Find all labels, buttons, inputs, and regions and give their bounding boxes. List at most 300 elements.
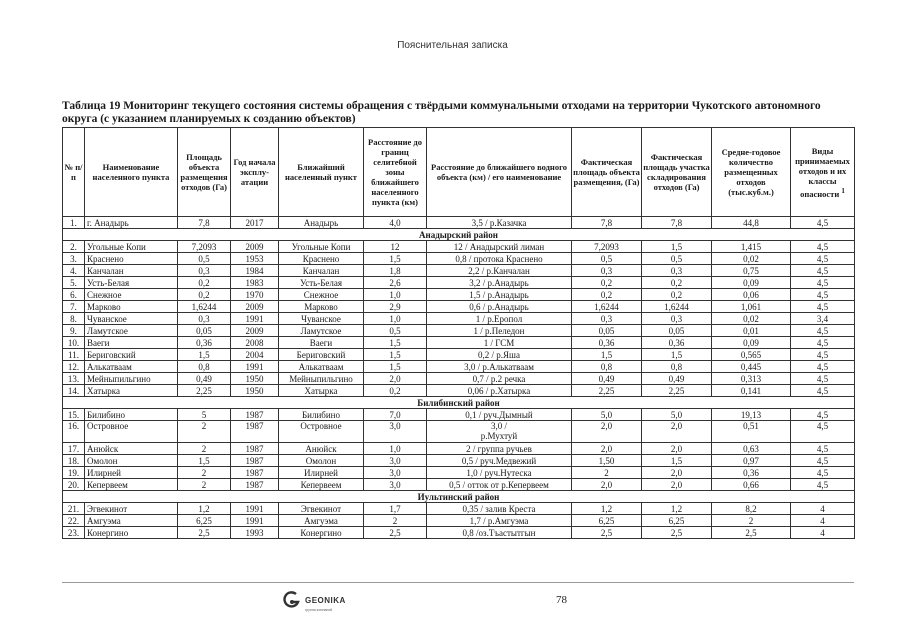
cell-dist-res: 1,0 [364, 289, 427, 301]
cell-year: 1983 [231, 277, 279, 289]
cell-year: 1991 [231, 313, 279, 325]
cell-year: 2009 [231, 241, 279, 253]
cell-volume: 0,75 [712, 265, 791, 277]
cell-num: 16. [63, 421, 85, 443]
cell-area: 1,5 [178, 349, 231, 361]
cell-actual-area: 7,2093 [572, 241, 642, 253]
cell-dist-res: 2,5 [364, 527, 427, 539]
cell-year: 2008 [231, 337, 279, 349]
cell-storage-area: 2,0 [642, 467, 712, 479]
table-row [63, 421, 855, 443]
table-row [63, 265, 855, 277]
cell-dist-water: 0,2 / р.Яша [427, 349, 572, 361]
table-row [63, 385, 855, 397]
cell-nearest: Усть-Белая [279, 277, 364, 289]
cell-dist-water: 1 / р.Пеледон [427, 325, 572, 337]
cell-settlement: Кепервеем [85, 479, 178, 491]
cell-classes: 4,5 [791, 467, 855, 479]
cell-dist-res: 3,0 [364, 479, 427, 491]
cell-classes: 3,4 [791, 313, 855, 325]
table-row [63, 337, 855, 349]
cell-dist-water: 0,5 / руч.Медвежий [427, 455, 572, 467]
cell-area: 2 [178, 443, 231, 455]
cell-actual-area: 2,25 [572, 385, 642, 397]
col-header-num: № п/п [63, 128, 85, 217]
cell-dist-water: 2,2 / р.Канчалан [427, 265, 572, 277]
cell-year: 1987 [231, 479, 279, 491]
cell-dist-res: 3,0 [364, 455, 427, 467]
cell-year: 1993 [231, 527, 279, 539]
table-row [63, 217, 855, 229]
cell-actual-area: 2,0 [572, 479, 642, 491]
cell-dist-water: 0,7 / р.2 речка [427, 373, 572, 385]
cell-dist-water: 0,6 / р.Анадырь [427, 301, 572, 313]
cell-dist-res: 4,0 [364, 217, 427, 229]
cell-year: 1991 [231, 515, 279, 527]
table-row [63, 455, 855, 467]
cell-nearest: Конергино [279, 527, 364, 539]
cell-num: 23. [63, 527, 85, 539]
cell-actual-area: 1,2 [572, 503, 642, 515]
cell-num: 20. [63, 479, 85, 491]
cell-num: 8. [63, 313, 85, 325]
cell-year: 1991 [231, 503, 279, 515]
table-row [63, 527, 855, 539]
cell-area: 5 [178, 409, 231, 421]
table-row [63, 313, 855, 325]
cell-volume: 2,5 [712, 527, 791, 539]
cell-area: 0,2 [178, 289, 231, 301]
table-row [63, 479, 855, 491]
cell-storage-area: 5,0 [642, 409, 712, 421]
region-anadyr [63, 229, 855, 241]
cell-storage-area: 0,2 [642, 277, 712, 289]
cell-year: 1950 [231, 373, 279, 385]
table-row [63, 289, 855, 301]
cell-classes: 4,5 [791, 409, 855, 421]
cell-dist-res: 1,7 [364, 503, 427, 515]
cell-volume: 0,565 [712, 349, 791, 361]
cell-volume: 19,13 [712, 409, 791, 421]
cell-storage-area: 1,5 [642, 455, 712, 467]
cell-classes: 4,5 [791, 277, 855, 289]
geonika-logo-icon [283, 591, 301, 611]
cell-dist-water: 0,06 / р.Хатырка [427, 385, 572, 397]
cell-storage-area: 0,36 [642, 337, 712, 349]
cell-year: 1987 [231, 467, 279, 479]
cell-nearest: Угольные Копи [279, 241, 364, 253]
cell-actual-area: 0,8 [572, 361, 642, 373]
cell-storage-area: 2,0 [642, 421, 712, 443]
cell-actual-area: 1,5 [572, 349, 642, 361]
cell-actual-area: 2,5 [572, 527, 642, 539]
cell-settlement: г. Анадырь [85, 217, 178, 229]
region-heading: Билибинский район [63, 397, 855, 409]
table-row [63, 443, 855, 455]
cell-dist-water: 1 / ГСМ [427, 337, 572, 349]
cell-settlement: Островное [85, 421, 178, 443]
cell-storage-area: 7,8 [642, 217, 712, 229]
cell-area: 2,5 [178, 527, 231, 539]
cell-dist-water: 1,0 / руч.Нутеска [427, 467, 572, 479]
cell-volume: 0,01 [712, 325, 791, 337]
cell-storage-area: 0,3 [642, 265, 712, 277]
region-heading: Анадырский район [63, 229, 855, 241]
cell-settlement: Мейныпильгино [85, 373, 178, 385]
cell-dist-water: 0,35 / залив Креста [427, 503, 572, 515]
cell-storage-area: 0,49 [642, 373, 712, 385]
cell-volume: 0,36 [712, 467, 791, 479]
col-header-distance-water: Расстояние до ближайшего водного объекта (км) / его наименование [427, 128, 572, 217]
cell-dist-res: 7,0 [364, 409, 427, 421]
cell-classes: 4,5 [791, 479, 855, 491]
cell-storage-area: 0,5 [642, 253, 712, 265]
cell-nearest: Чуванское [279, 313, 364, 325]
table-row [63, 349, 855, 361]
cell-classes: 4,5 [791, 217, 855, 229]
cell-nearest: Хатырка [279, 385, 364, 397]
cell-actual-area: 0,36 [572, 337, 642, 349]
cell-num: 12. [63, 361, 85, 373]
table-row [63, 409, 855, 421]
cell-settlement: Эгвекинот [85, 503, 178, 515]
cell-volume: 0,09 [712, 337, 791, 349]
cell-volume: 0,313 [712, 373, 791, 385]
cell-classes: 4,5 [791, 289, 855, 301]
cell-storage-area: 6,25 [642, 515, 712, 527]
cell-settlement: Краснено [85, 253, 178, 265]
cell-num: 19. [63, 467, 85, 479]
cell-actual-area: 0,2 [572, 289, 642, 301]
cell-num: 17. [63, 443, 85, 455]
cell-num: 14. [63, 385, 85, 397]
cell-area: 0,3 [178, 265, 231, 277]
cell-year: 1950 [231, 385, 279, 397]
cell-year: 1987 [231, 421, 279, 443]
footnote-mark: 1 [841, 186, 845, 195]
cell-area: 0,05 [178, 325, 231, 337]
cell-nearest: Алькатваам [279, 361, 364, 373]
cell-area: 6,25 [178, 515, 231, 527]
col-header-year: Год начала эксплу-атации [231, 128, 279, 217]
cell-dist-res: 1,5 [364, 337, 427, 349]
cell-classes: 4,5 [791, 443, 855, 455]
cell-classes: 4,5 [791, 265, 855, 277]
cell-classes: 4,5 [791, 361, 855, 373]
cell-num: 18. [63, 455, 85, 467]
cell-year: 1953 [231, 253, 279, 265]
table-row [63, 361, 855, 373]
cell-storage-area: 2,0 [642, 443, 712, 455]
cell-dist-res: 1,0 [364, 313, 427, 325]
cell-nearest: Илирней [279, 467, 364, 479]
cell-num: 11. [63, 349, 85, 361]
cell-nearest: Омолон [279, 455, 364, 467]
cell-classes: 4,5 [791, 349, 855, 361]
cell-num: 13. [63, 373, 85, 385]
cell-year: 1987 [231, 443, 279, 455]
cell-storage-area: 1,2 [642, 503, 712, 515]
cell-settlement: Бериговский [85, 349, 178, 361]
cell-storage-area: 1,5 [642, 349, 712, 361]
cell-actual-area: 2 [572, 467, 642, 479]
cell-nearest: Ваеги [279, 337, 364, 349]
cell-volume: 0,02 [712, 253, 791, 265]
cell-dist-res: 1,8 [364, 265, 427, 277]
cell-num: 15. [63, 409, 85, 421]
cell-settlement: Снежное [85, 289, 178, 301]
cell-volume: 1,061 [712, 301, 791, 313]
cell-classes: 4,5 [791, 421, 855, 443]
cell-dist-water: 12 / Анадырский лиман [427, 241, 572, 253]
cell-year: 2004 [231, 349, 279, 361]
cell-volume: 0,445 [712, 361, 791, 373]
cell-area: 0,2 [178, 277, 231, 289]
cell-nearest: Марково [279, 301, 364, 313]
cell-year: 2017 [231, 217, 279, 229]
cell-dist-res: 3,0 [364, 467, 427, 479]
cell-volume: 8,2 [712, 503, 791, 515]
table-row [63, 325, 855, 337]
cell-classes: 4 [791, 515, 855, 527]
table-row [63, 467, 855, 479]
rows-bilibino [63, 443, 855, 491]
cell-dist-res: 3,0 [364, 421, 427, 443]
cell-storage-area: 1,5 [642, 241, 712, 253]
cell-nearest: Островное [279, 421, 364, 443]
cell-nearest: Краснено [279, 253, 364, 265]
cell-area: 0,3 [178, 313, 231, 325]
footer-divider [62, 582, 854, 583]
cell-classes: 4,5 [791, 325, 855, 337]
cell-storage-area: 0,8 [642, 361, 712, 373]
col-header-settlement: Наименование населенного пункта [85, 128, 178, 217]
cell-settlement: Алькатваам [85, 361, 178, 373]
cell-dist-res: 2 [364, 515, 427, 527]
cell-settlement: Амгуэма [85, 515, 178, 527]
table-row [63, 241, 855, 253]
cell-classes: 4 [791, 503, 855, 515]
cell-num: 6. [63, 289, 85, 301]
cell-year: 1970 [231, 289, 279, 301]
cell-nearest: Кепервеем [279, 479, 364, 491]
cell-settlement: Конергино [85, 527, 178, 539]
cell-actual-area: 0,2 [572, 277, 642, 289]
cell-area: 1,6244 [178, 301, 231, 313]
cell-settlement: Анюйск [85, 443, 178, 455]
table-caption: Таблица 19 Мониторинг текущего состояния системы обращения с твёрдыми коммунальными отходами на территории Чукотского автономного округа (с указанием планируемых к созданию объектов) [62, 100, 821, 125]
cell-actual-area: 0,3 [572, 313, 642, 325]
cell-settlement: Канчалан [85, 265, 178, 277]
table-row [63, 503, 855, 515]
rows-iultin [63, 503, 855, 539]
cell-settlement: Хатырка [85, 385, 178, 397]
cell-num: 21. [63, 503, 85, 515]
cell-storage-area: 2,0 [642, 479, 712, 491]
cell-year: 2009 [231, 301, 279, 313]
logo-text: GEONIKA [305, 596, 346, 605]
cell-year: 2009 [231, 325, 279, 337]
table-row [63, 515, 855, 527]
monitoring-table [62, 127, 855, 539]
cell-dist-res: 0,2 [364, 385, 427, 397]
cell-settlement: Ламутское [85, 325, 178, 337]
col-header-area: Площадь объекта размещения отходов (Га) [178, 128, 231, 217]
cell-volume: 44,8 [712, 217, 791, 229]
page-header: Пояснительная записка [397, 40, 508, 51]
cell-dist-water: 0,1 / руч.Дымный [427, 409, 572, 421]
cell-nearest: Канчалан [279, 265, 364, 277]
cell-area: 1,2 [178, 503, 231, 515]
table-row [63, 301, 855, 313]
cell-dist-water: 1,7 / р.Амгуэма [427, 515, 572, 527]
cell-year: 1984 [231, 265, 279, 277]
cell-volume: 0,66 [712, 479, 791, 491]
page-number: 78 [556, 594, 567, 606]
cell-dist-water: 0,8 /оз.Тъастытгын [427, 527, 572, 539]
cell-dist-res: 2,9 [364, 301, 427, 313]
table-row [63, 277, 855, 289]
cell-actual-area: 0,05 [572, 325, 642, 337]
cell-dist-water: 1,5 / р.Анадырь [427, 289, 572, 301]
cell-num: 1. [63, 217, 85, 229]
cell-volume: 2 [712, 515, 791, 527]
region-bilibino [63, 397, 855, 443]
cell-area: 2,25 [178, 385, 231, 397]
col-header-nearest-settlement: Ближайший населенный пункт [279, 128, 364, 217]
rows-top [63, 217, 855, 229]
cell-nearest: Мейныпильгино [279, 373, 364, 385]
cell-settlement: Усть-Белая [85, 277, 178, 289]
cell-area: 0,5 [178, 253, 231, 265]
cell-area: 2 [178, 479, 231, 491]
cell-storage-area: 2,5 [642, 527, 712, 539]
col-header-annual-volume: Средне-годовое количество размещенных отходов (тыс.куб.м.) [712, 128, 791, 217]
cell-volume: 0,141 [712, 385, 791, 397]
cell-nearest: Анюйск [279, 443, 364, 455]
cell-dist-res: 1,0 [364, 443, 427, 455]
cell-dist-water: 2 / группа ручьев [427, 443, 572, 455]
cell-dist-res: 0,5 [364, 325, 427, 337]
cell-classes: 4,5 [791, 455, 855, 467]
cell-settlement: Билибино [85, 409, 178, 421]
logo-subtext: группа компаний [305, 608, 333, 612]
cell-classes: 4,5 [791, 241, 855, 253]
col-header-distance-residential: Расстояние до границ селитебной зоны ближайшего населенного пункта (км) [364, 128, 427, 217]
cell-area: 0,49 [178, 373, 231, 385]
cell-dist-water: 3,5 / р.Казачка [427, 217, 572, 229]
cell-settlement: Чуванское [85, 313, 178, 325]
cell-settlement: Угольные Копи [85, 241, 178, 253]
cell-storage-area: 1,6244 [642, 301, 712, 313]
cell-nearest: Эгвекинот [279, 503, 364, 515]
cell-storage-area: 2,25 [642, 385, 712, 397]
cell-dist-res: 1,5 [364, 361, 427, 373]
cell-year: 1987 [231, 409, 279, 421]
cell-num: 2. [63, 241, 85, 253]
cell-classes: 4,5 [791, 373, 855, 385]
cell-dist-water: 0,8 / протока Краснено [427, 253, 572, 265]
cell-dist-res: 1,5 [364, 349, 427, 361]
region-iultin [63, 491, 855, 503]
table-row [63, 253, 855, 265]
cell-dist-water: 0,5 / отток от р.Кепервеем [427, 479, 572, 491]
header-row [63, 128, 855, 217]
cell-volume: 0,09 [712, 277, 791, 289]
cell-line: 3,0 / [490, 421, 507, 431]
cell-nearest: Билибино [279, 409, 364, 421]
cell-dist-water: 3,2 / р.Анадырь [427, 277, 572, 289]
cell-year: 1991 [231, 361, 279, 373]
cell-classes: 4,5 [791, 301, 855, 313]
cell-dist-res: 12 [364, 241, 427, 253]
cell-num: 10. [63, 337, 85, 349]
cell-actual-area: 0,49 [572, 373, 642, 385]
cell-actual-area: 2,0 [572, 443, 642, 455]
cell-nearest: Ламутское [279, 325, 364, 337]
cell-classes: 4 [791, 527, 855, 539]
cell-classes: 4,5 [791, 385, 855, 397]
cell-dist-res: 2,0 [364, 373, 427, 385]
cell-volume: 0,63 [712, 443, 791, 455]
cell-year: 1987 [231, 455, 279, 467]
cell-classes: 4,5 [791, 337, 855, 349]
cell-line: р.Мухтуй [480, 431, 518, 441]
col-header-actual-area: Фактическая площадь объекта размещения, (Га) [572, 128, 642, 217]
cell-actual-area: 1,50 [572, 455, 642, 467]
cell-area: 2 [178, 421, 231, 443]
cell-actual-area: 2,0 [572, 421, 642, 443]
cell-dist-water [427, 421, 572, 443]
cell-area: 2 [178, 467, 231, 479]
cell-area: 0,8 [178, 361, 231, 373]
cell-volume: 1,415 [712, 241, 791, 253]
col-header-waste-classes: Виды принимаемых отходов и их классы опасности $^1$ [791, 128, 855, 217]
cell-volume: 0,06 [712, 289, 791, 301]
cell-num: 9. [63, 325, 85, 337]
cell-nearest: Снежное [279, 289, 364, 301]
cell-actual-area: 7,8 [572, 217, 642, 229]
region-heading: Иультинский район [63, 491, 855, 503]
cell-volume: 0,51 [712, 421, 791, 443]
cell-nearest: Амгуэма [279, 515, 364, 527]
cell-num: 3. [63, 253, 85, 265]
col-header-storage-area: Фактическая площадь участка складирования отходов (Га) [642, 128, 712, 217]
cell-nearest: Анадырь [279, 217, 364, 229]
cell-dist-water: 1 / р.Еропол [427, 313, 572, 325]
cell-area: 1,5 [178, 455, 231, 467]
cell-dist-res: 1,5 [364, 253, 427, 265]
cell-storage-area: 0,05 [642, 325, 712, 337]
table-row [63, 373, 855, 385]
cell-actual-area: 1,6244 [572, 301, 642, 313]
cell-volume: 0,02 [712, 313, 791, 325]
cell-area: 7,8 [178, 217, 231, 229]
cell-num: 4. [63, 265, 85, 277]
cell-storage-area: 0,3 [642, 313, 712, 325]
cell-dist-res: 2,6 [364, 277, 427, 289]
cell-num: 5. [63, 277, 85, 289]
cell-num: 7. [63, 301, 85, 313]
cell-volume: 0,97 [712, 455, 791, 467]
cell-settlement: Ваеги [85, 337, 178, 349]
cell-actual-area: 0,3 [572, 265, 642, 277]
cell-actual-area: 6,25 [572, 515, 642, 527]
cell-actual-area: 5,0 [572, 409, 642, 421]
cell-classes: 4,5 [791, 253, 855, 265]
cell-num: 22. [63, 515, 85, 527]
cell-nearest: Бериговский [279, 349, 364, 361]
